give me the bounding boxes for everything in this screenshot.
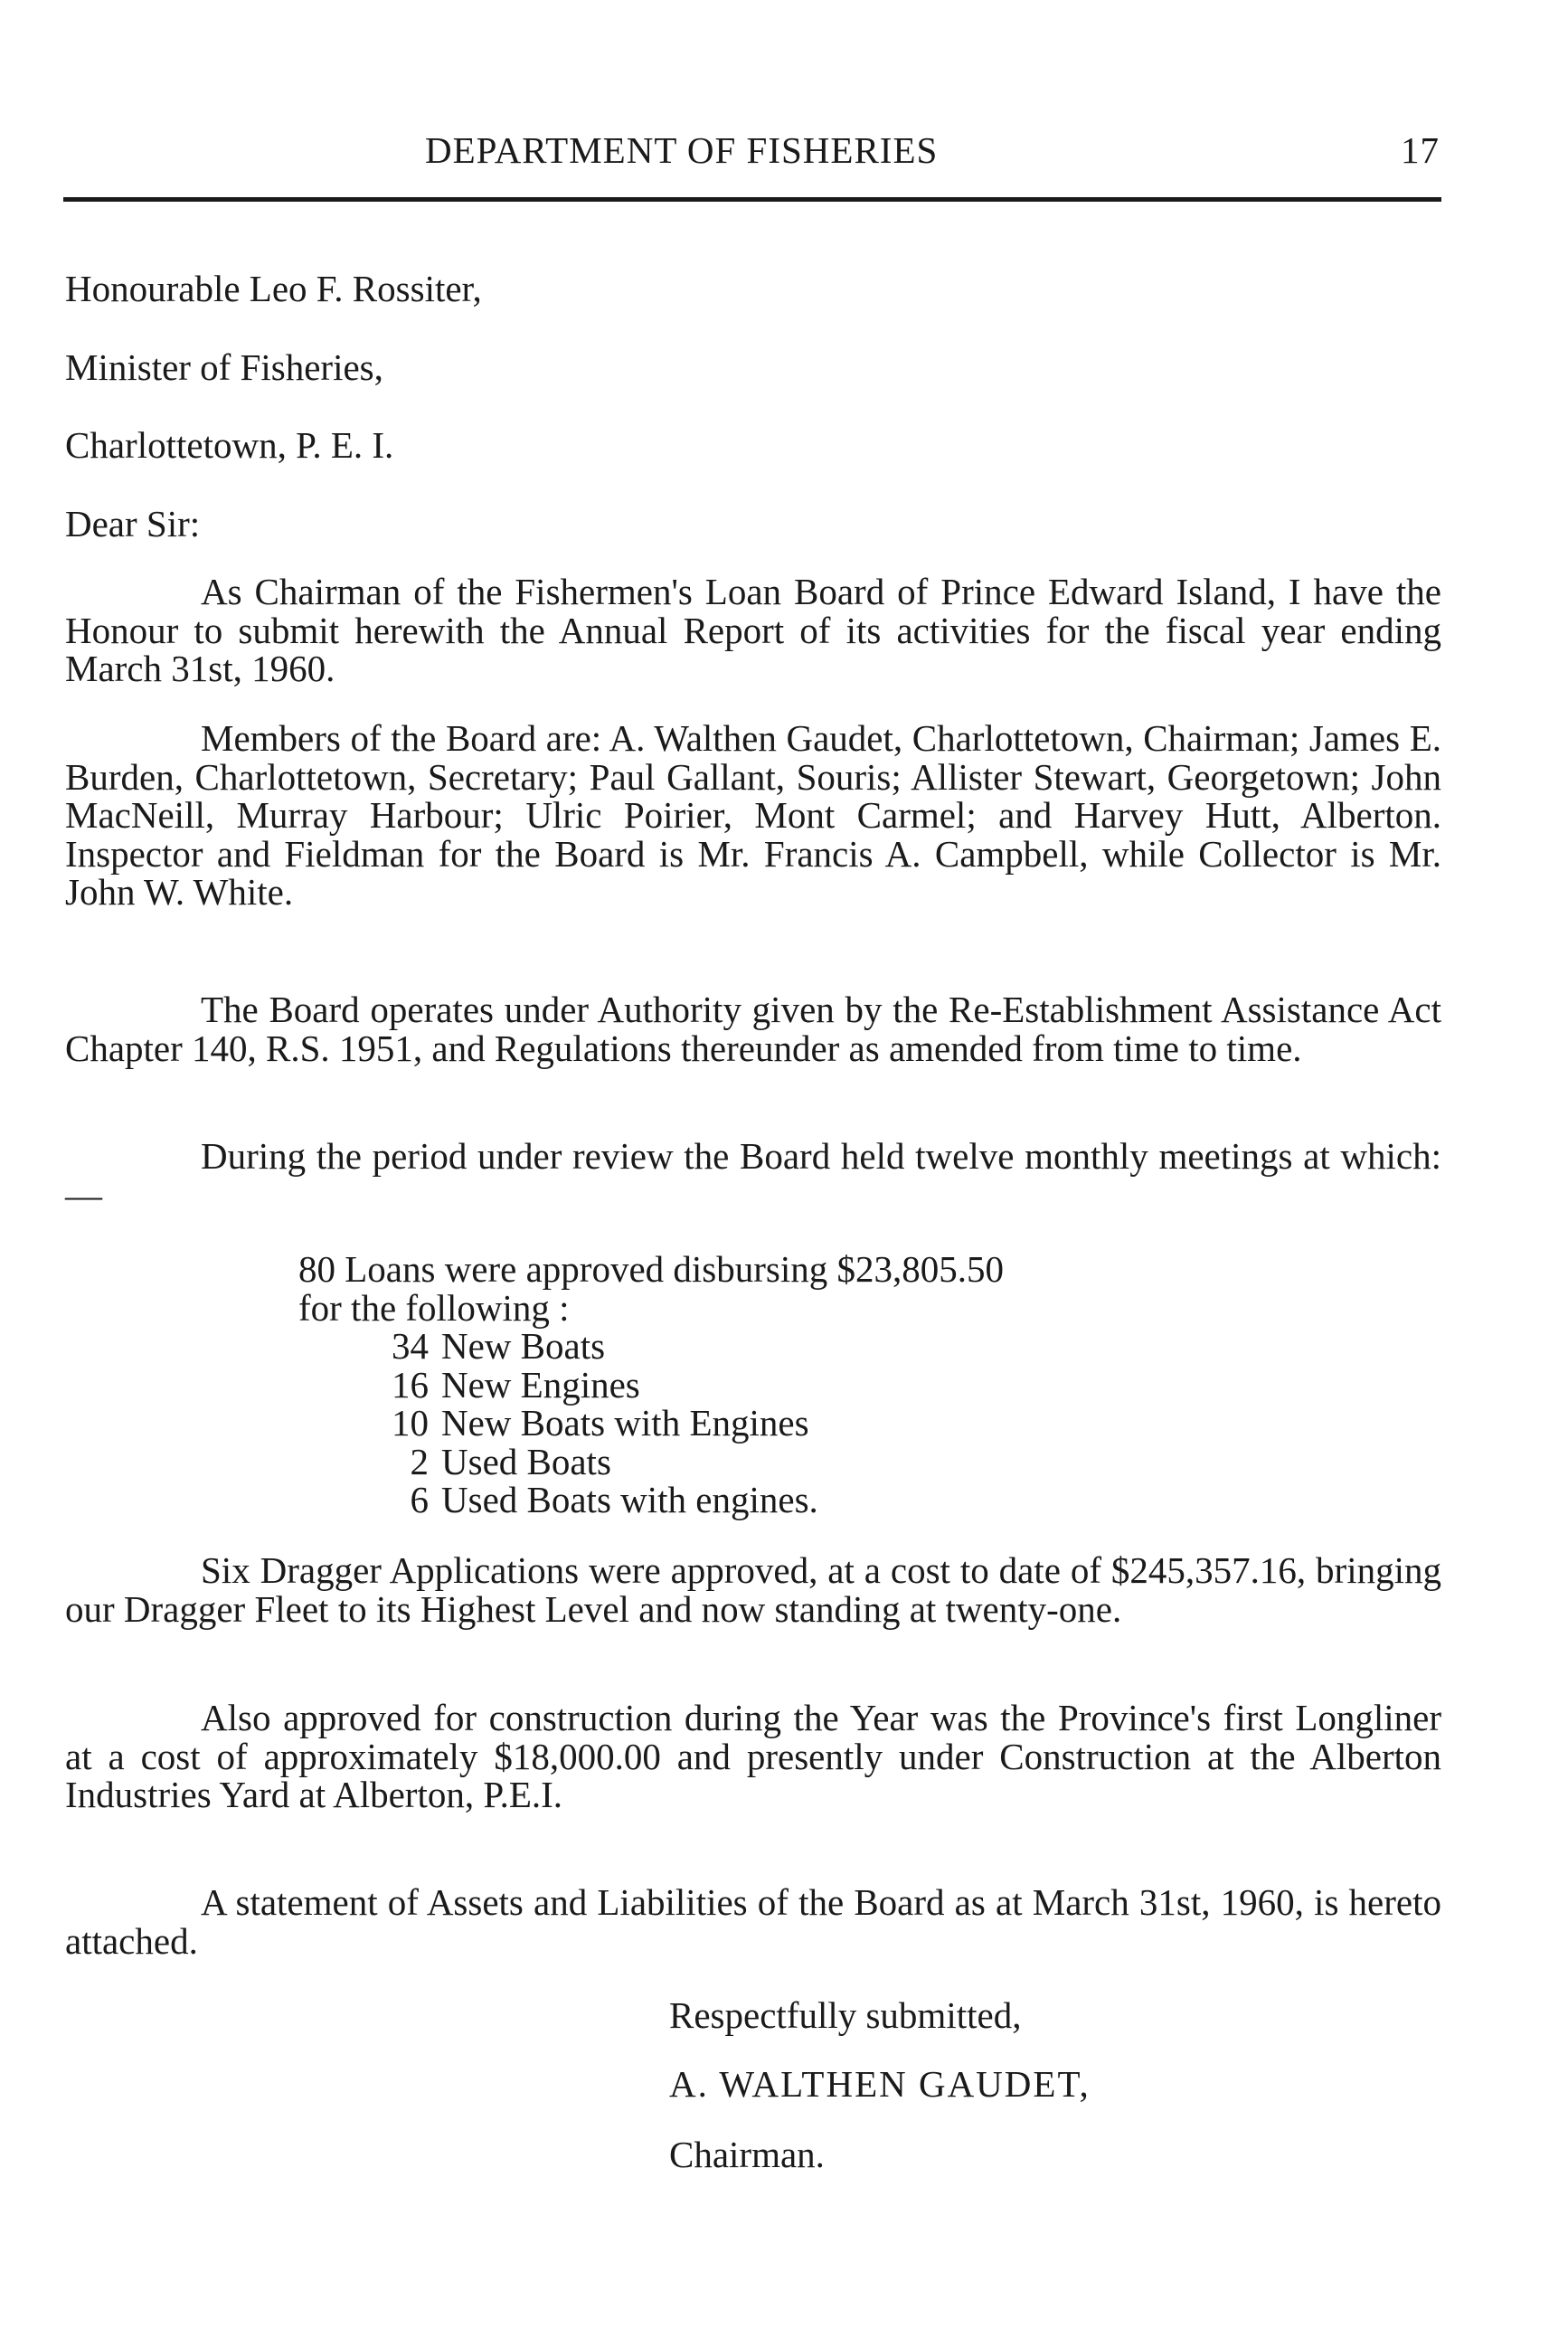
loan-count: 10 xyxy=(392,1402,429,1444)
loan-count: 2 xyxy=(410,1440,429,1482)
loan-label: Used Boats xyxy=(441,1440,611,1482)
paragraph-longliner: Also approved for construction during the Year was the Province's first Longliner at a cost of approximately $18,000.00 and presently under Construction at the Alberton Industries Yard at Alberton, P.E.I. xyxy=(65,1697,1441,1815)
salutation: Dear Sir: xyxy=(65,503,201,544)
loan-item xyxy=(373,1481,1004,1520)
loan-summary: 80 Loans were approved disbursing $23,805.50 xyxy=(298,1248,1005,1290)
loan-label: New Boats with Engines xyxy=(441,1402,809,1444)
paragraph-intro: As Chairman of the Fishermen's Loan Board of Prince Edward Island, I have the Honour to submit herewith the Annual Report of its activities for the fiscal year ending March 31st, 1960. xyxy=(65,571,1441,689)
loan-following: for the following : xyxy=(298,1286,570,1329)
loan-item xyxy=(373,1440,1004,1482)
loan-item xyxy=(373,1404,1004,1443)
address-line-title: Minister of Fisheries, xyxy=(65,346,383,388)
loan-count: 34 xyxy=(392,1325,429,1367)
address-line-city: Charlottetown, P. E. I. xyxy=(65,424,394,466)
address-line-name: Honourable Leo F. Rossiter, xyxy=(65,268,482,309)
paragraph-statement: A statement of Assets and Liabilities of the Board as at March 31st, 1960, is hereto attached. xyxy=(65,1881,1441,1962)
loan-label: Used Boats with engines. xyxy=(441,1479,818,1520)
running-title: DEPARTMENT OF FISHERIES xyxy=(425,129,939,171)
paragraph-authority: The Board operates under Authority given by the Re-Establishment Assistance Act Chapter 140, R.S. 1951, and Regulations thereunder as amended from time to time. xyxy=(65,989,1441,1069)
paragraph-members: Members of the Board are: A. Walthen Gaudet, Charlottetown, Chairman; James E. Burden, Charlottetown, Secretary; Paul Gallant, Souris; Allister Stewart, Georgetown; John MacNeill, Murray Harbour; Ulric Poirier, Mont Carmel; and Harvey Hutt, Alberton. Inspector and Fieldman for the Board is Mr. Francis A. Campbell, while Collector is Mr. John W. White. xyxy=(65,717,1441,913)
loan-item xyxy=(373,1363,1004,1406)
loan-count: 6 xyxy=(410,1479,429,1520)
signature-name: A. WALTHEN GAUDET, xyxy=(669,2063,1091,2105)
paragraph-draggers: Six Dragger Applications were approved, at a cost to date of $245,357.16, bringing our Dragger Fleet to its Highest Level and now standing at twenty-one. xyxy=(65,1549,1441,1630)
loan-item xyxy=(373,1327,1004,1366)
loan-summary-block xyxy=(298,1250,1004,1520)
signature-title: Chairman. xyxy=(669,2134,825,2175)
paragraph-meetings: During the period under review the Board held twelve monthly meetings at which:— xyxy=(65,1135,1441,1216)
loan-list xyxy=(373,1327,1004,1520)
running-header xyxy=(65,128,1440,174)
loan-count: 16 xyxy=(392,1363,429,1406)
page-number: 17 xyxy=(1401,129,1440,171)
loan-label: New Boats xyxy=(441,1325,606,1367)
header-rule xyxy=(63,197,1441,202)
signature-closing: Respectfully submitted, xyxy=(669,1994,1022,2036)
loan-label: New Engines xyxy=(441,1363,640,1406)
